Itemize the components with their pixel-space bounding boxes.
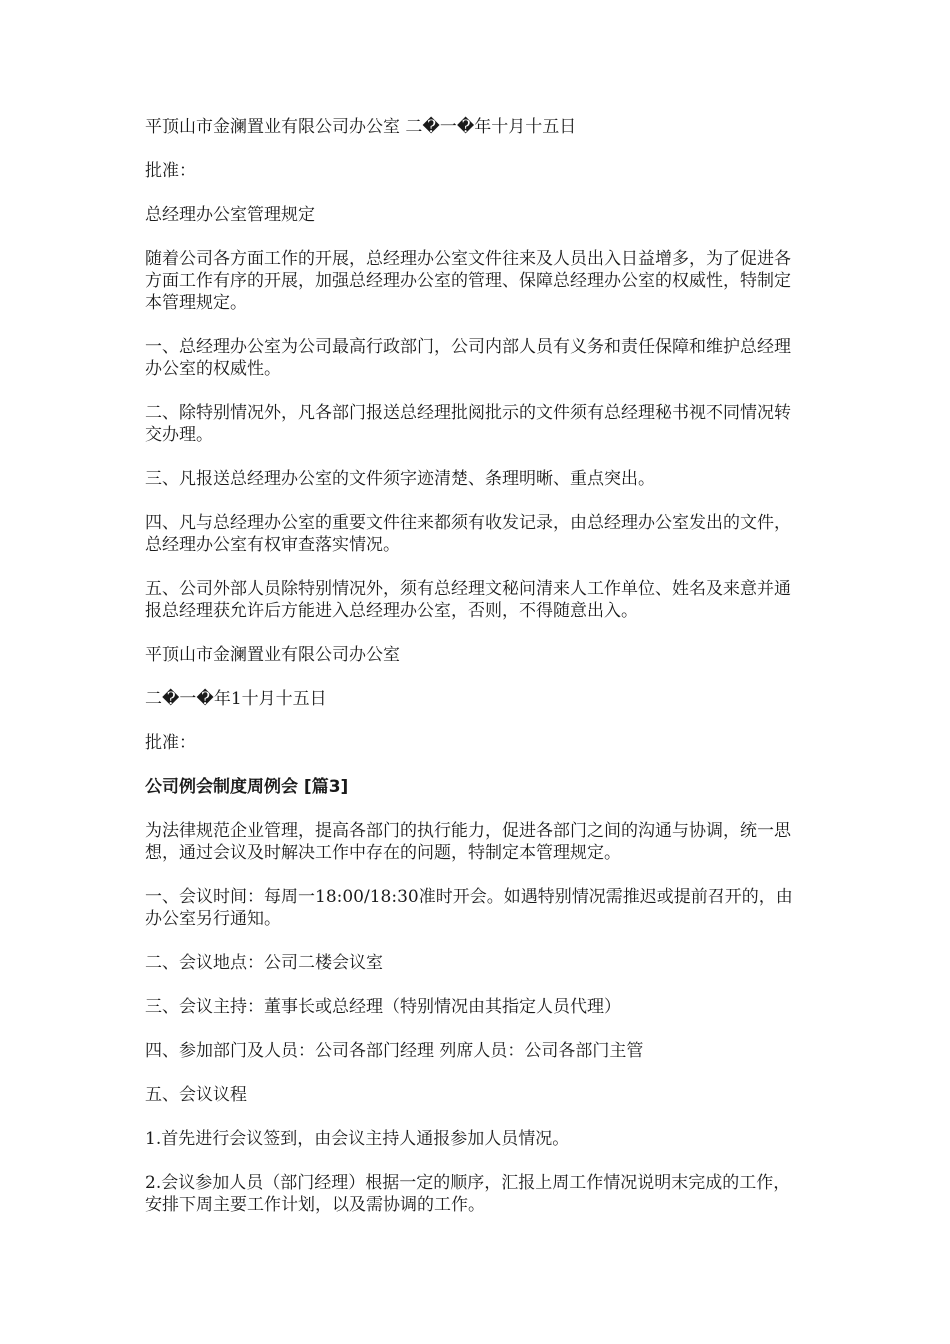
agenda-item-1: 1.首先进行会议签到，由会议主持人通报参加人员情况。: [145, 1129, 570, 1149]
meeting-attendees: 四、参加部门及人员：公司各部门经理 列席人员：公司各部门主管: [145, 1041, 644, 1061]
meeting-intro: 为法律规范企业管理，提高各部门的执行能力，促进各部门之间的沟通与协调，统一思想，通过会议及时解决工作中存在的问题，特制定本管理规定。: [145, 821, 791, 863]
rule-item-5: 五、公司外部人员除特别情况外，须有总经理文秘问清来人工作单位、姓名及来意并通报总经理获允许后方能进入总经理办公室，否则，不得随意出入。: [145, 579, 791, 621]
rule-item-4: 四、凡与总经理办公室的重要文件往来都须有收发记录，由总经理办公室发出的文件，总经理办公室有权审查落实情况。: [145, 513, 791, 555]
signature-date: 二�一�年1十月十五日: [145, 689, 327, 709]
regulation-title: 总经理办公室管理规定: [145, 205, 315, 225]
meeting-location: 二、会议地点：公司二楼会议室: [145, 953, 383, 973]
intro-paragraph: 随着公司各方面工作的开展，总经理办公室文件往来及人员出入日益增多，为了促进各方面工作有序的开展，加强总经理办公室的管理、保障总经理办公室的权威性，特制定本管理规定。: [145, 249, 791, 313]
section-heading: 公司例会制度周例会 [篇3]: [145, 777, 349, 797]
rule-item-3: 三、凡报送总经理办公室的文件须字迹清楚、条理明晰、重点突出。: [145, 469, 655, 489]
meeting-host: 三、会议主持：董事长或总经理（特别情况由其指定人员代理）: [145, 997, 621, 1017]
rule-item-1: 一、总经理办公室为公司最高行政部门，公司内部人员有义务和责任保障和维护总经理办公室的权威性。: [145, 337, 791, 379]
document-page: [145, 116, 805, 1238]
approval-label-2: 批准：: [145, 733, 196, 753]
agenda-item-2: 2.会议参加人员（部门经理）根据一定的顺序，汇报上周工作情况说明末完成的工作，安排下周主要工作计划，以及需协调的工作。: [145, 1173, 791, 1215]
signature-company: 平顶山市金澜置业有限公司办公室: [145, 645, 400, 665]
header-line: 平顶山市金澜置业有限公司办公室 二�一�年十月十五日: [145, 117, 577, 137]
rule-item-2: 二、除特别情况外，凡各部门报送总经理批阅批示的文件须有总经理秘书视不同情况转交办理。: [145, 403, 791, 445]
meeting-agenda-title: 五、会议议程: [145, 1085, 247, 1105]
approval-label: 批准：: [145, 161, 196, 181]
meeting-time: 一、会议时间：每周一18:00/18:30准时开会。如遇特别情况需推迟或提前召开的，由办公室另行通知。: [145, 887, 793, 929]
